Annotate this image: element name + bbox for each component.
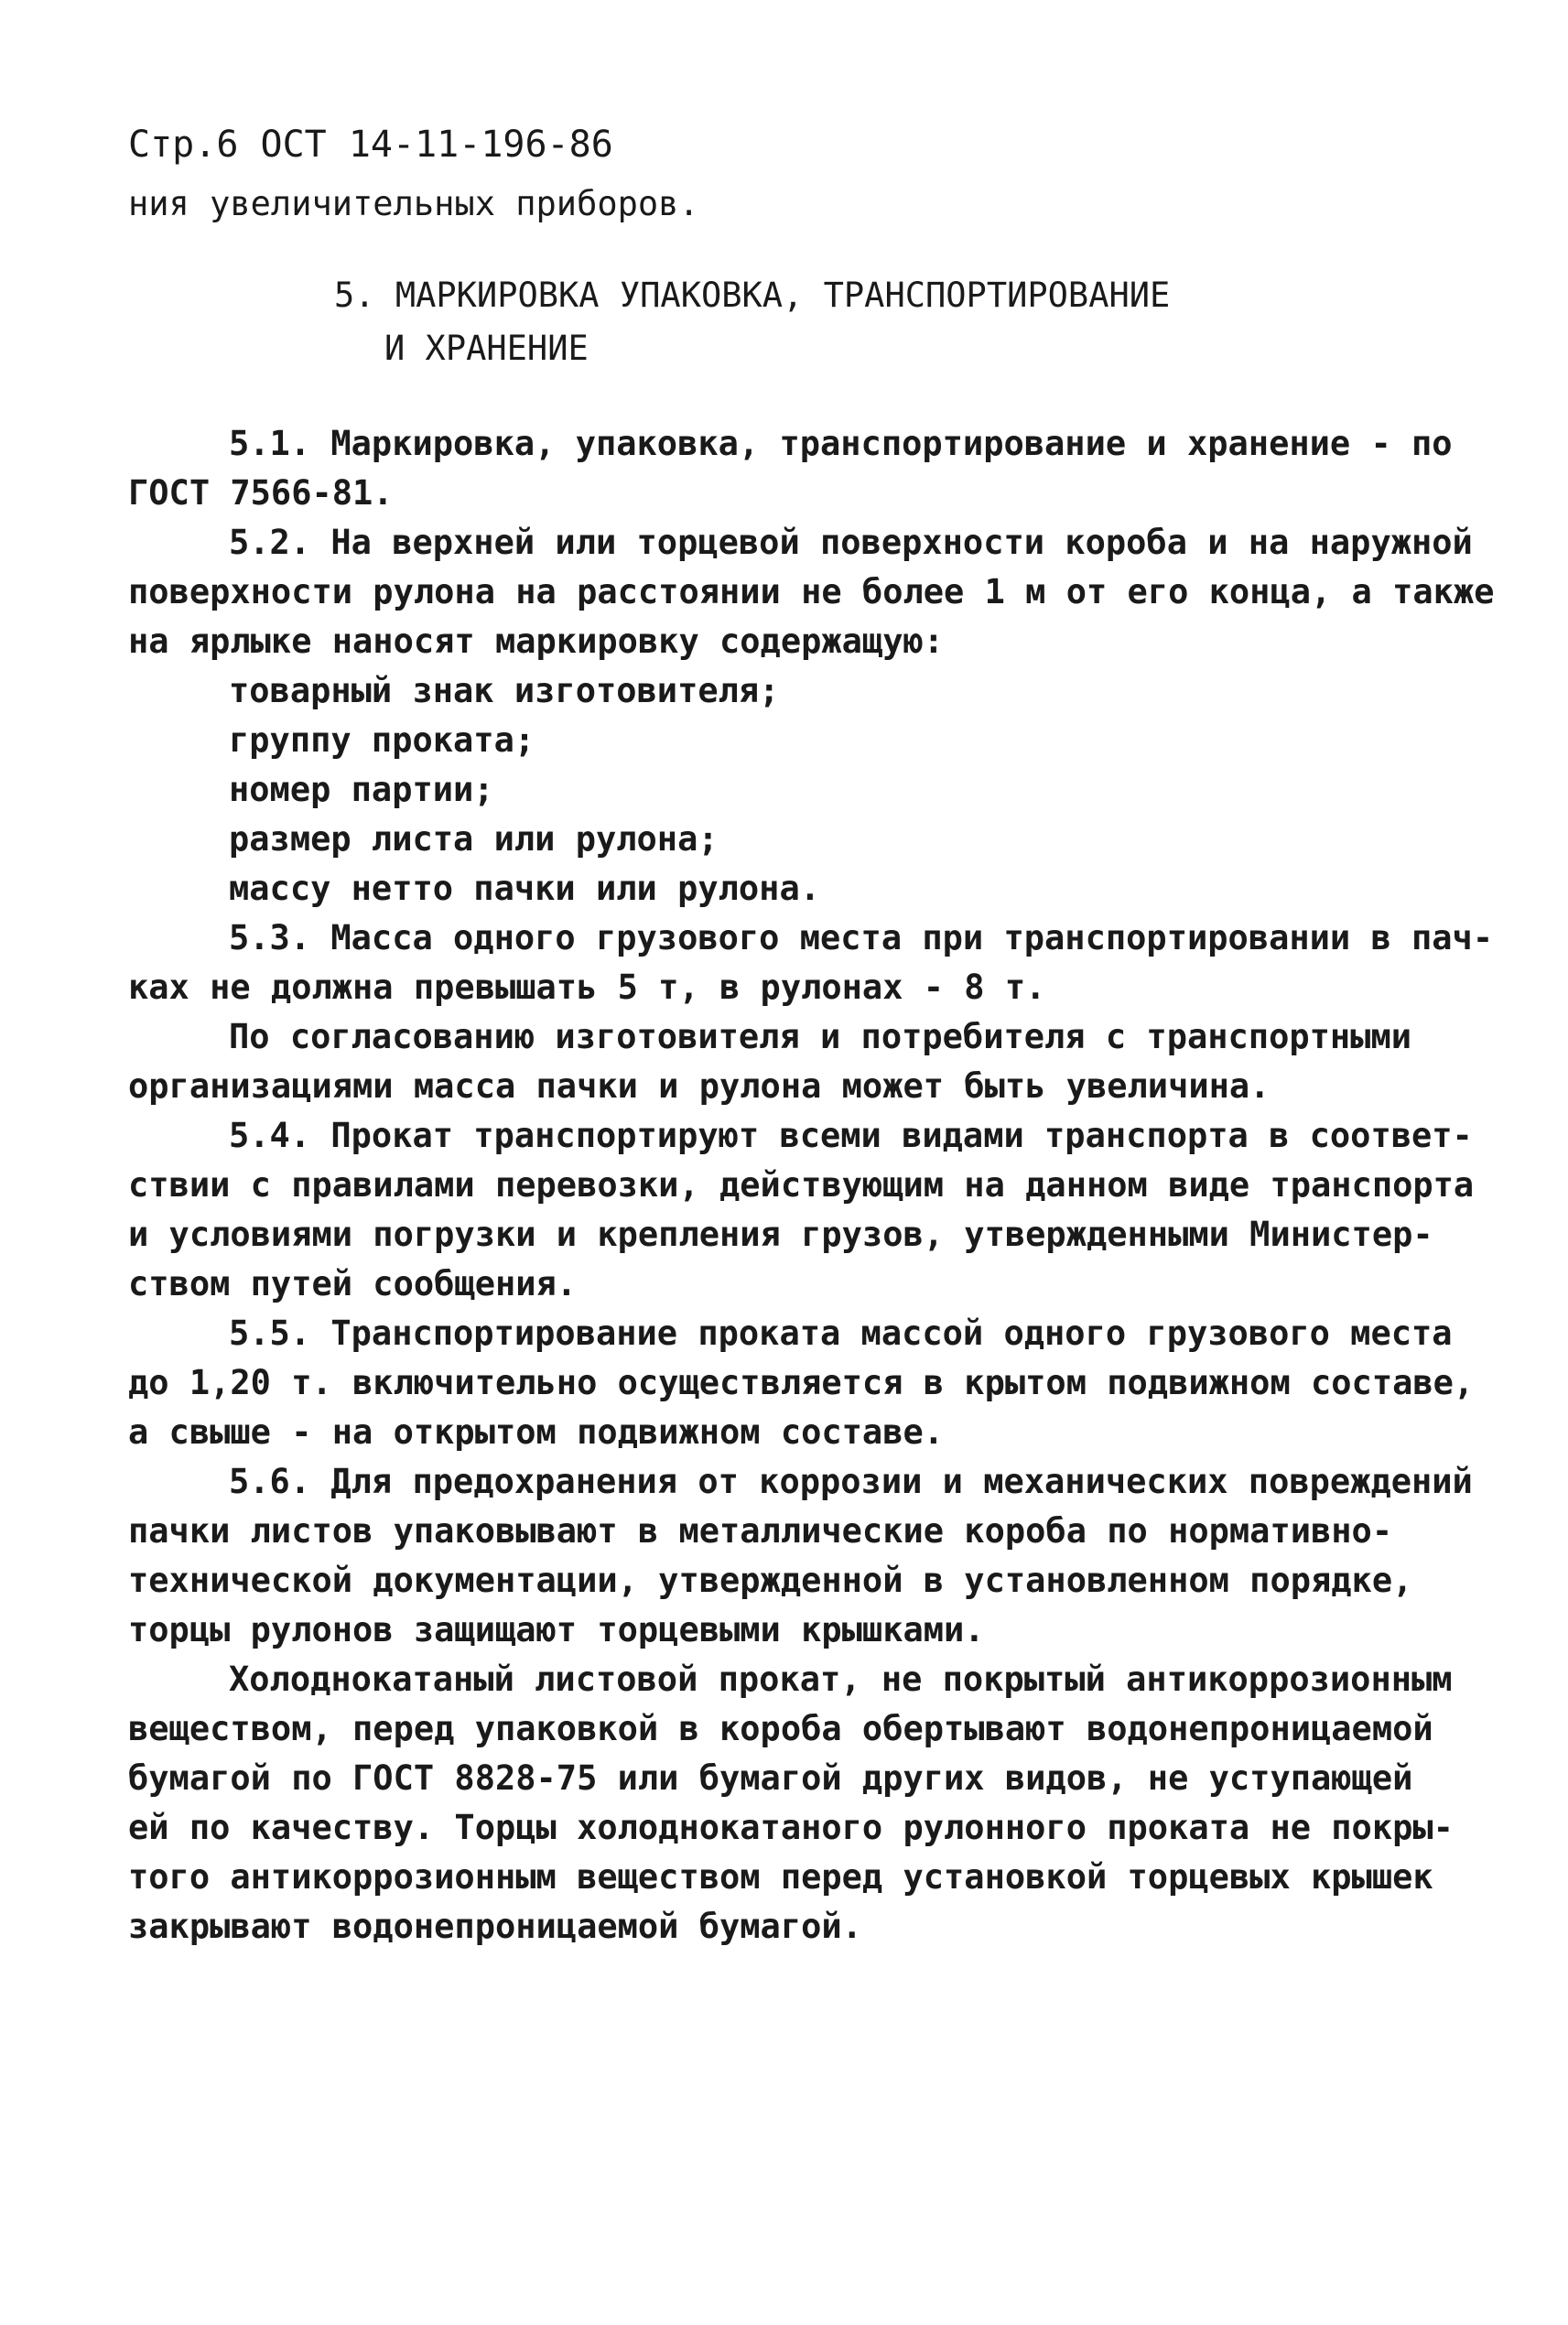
list-item: группу проката; [229, 720, 535, 760]
paragraph-line: а свыше - на открытом подвижном составе. [128, 1412, 945, 1452]
paragraph-line: 5.4. Прокат транспортируют всеми видами транспорта в соответ- [229, 1116, 1473, 1155]
section-title [128, 271, 1501, 377]
paragraph-line: технической документации, утвержденной в установленном порядке, [128, 1561, 1413, 1600]
paragraph-line: Холоднокатаный листовой прокат, не покрытый антикоррозионным [229, 1660, 1453, 1699]
paragraph-line: ках не должна превышать 5 т, в рулонах - 8 т. [128, 968, 1046, 1007]
paragraph-5-3 [128, 914, 1501, 1111]
list-item: номер партии; [229, 770, 494, 809]
paragraph-line: того антикоррозионным веществом перед установкой торцевых крышек [128, 1857, 1433, 1897]
continuation-line: ния увеличительных приборов. [128, 184, 699, 223]
paragraph-line: на ярлыке наносят маркировку содержащую: [128, 622, 945, 661]
paragraph-line: бумагой по ГОСТ 8828-75 или бумагой других видов, не уступающей [128, 1758, 1413, 1798]
paragraph-line: и условиями погрузки и крепления грузов, утвержденными Министер- [128, 1215, 1433, 1254]
spacer [128, 377, 1501, 419]
section-title-line: И ХРАНЕНИЕ [384, 329, 589, 368]
paragraph-line: 5.5. Транспортирование проката массой одного грузового места [229, 1314, 1453, 1353]
paragraph-line: 5.6. Для предохранения от коррозии и механических повреждений [229, 1462, 1473, 1501]
list-item: массу нетто пачки или рулона. [229, 869, 821, 908]
paragraph-line: веществом, перед упаковкой в короба обертывают водонепроницаемой [128, 1709, 1433, 1748]
paragraph-line: закрывают водонепроницаемой бумагой. [128, 1907, 862, 1946]
section-title-line: 5. МАРКИРОВКА УПАКОВКА, ТРАНСПОРТИРОВАНИЕ [334, 276, 1171, 315]
paragraph-line: ствии с правилами перевозки, действующим на данном виде транспорта [128, 1165, 1475, 1205]
paragraph-line: 5.1. Маркировка, упаковка, транспортирование и хранение - по [229, 424, 1453, 463]
paragraph-line: организациями масса пачки и рулона может быть увеличина. [128, 1066, 1271, 1106]
paragraph-line: ей по качеству. Торцы холоднокатаного рулонного проката не покры- [128, 1808, 1454, 1847]
paragraph-5-6 [128, 1457, 1501, 1952]
paragraph-5-2 [128, 518, 1501, 914]
paragraph-line: поверхности рулона на расстоянии не более 1 м от его конца, а также [128, 572, 1495, 611]
page-header: Стр.6 ОСТ 14-11-196-86 [128, 124, 613, 166]
paragraph-line: до 1,20 т. включительно осуществляется в крытом подвижном составе, [128, 1363, 1475, 1402]
paragraph-5-5 [128, 1309, 1501, 1457]
paragraph-line: По согласованию изготовителя и потребителя с транспортными [229, 1017, 1412, 1056]
list-item: размер листа или рулона; [229, 819, 719, 859]
paragraph-line: 5.2. На верхней или торцевой поверхности короба и на наружной [229, 523, 1473, 562]
paragraph-line: 5.3. Масса одного грузового места при транспортировании в пач- [229, 918, 1494, 957]
paragraph-line: торцы рулонов защищают торцевыми крышками. [128, 1610, 985, 1649]
list-item: товарный знак изготовителя; [229, 671, 780, 710]
paragraph-5-1 [128, 419, 1501, 518]
paragraph-line: ством путей сообщения. [128, 1264, 578, 1303]
document-body [128, 179, 1501, 1952]
paragraph-line: пачки листов упаковывают в металлические короба по нормативно- [128, 1511, 1393, 1551]
paragraph-line: ГОСТ 7566-81. [128, 473, 394, 513]
spacer [128, 229, 1501, 271]
paragraph-5-4 [128, 1111, 1501, 1309]
